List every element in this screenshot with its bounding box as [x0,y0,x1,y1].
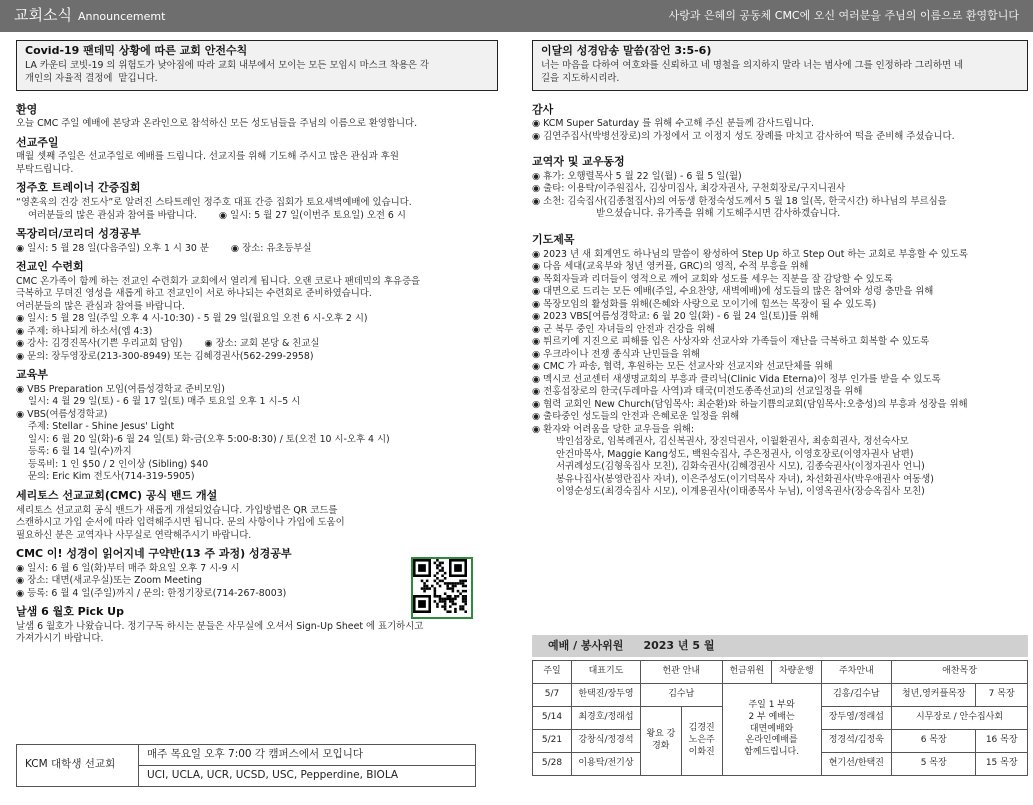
text-line: 세리토스 선교교회 공식 밴드가 새롭게 개설되었습니다. 가입방법은 QR 코드를 [16,504,338,516]
service-table [532,660,1028,776]
cell-prayer: 한택진/장두영 [572,684,641,707]
text-line: ◉ 목회자들과 리더들이 영적으로 깨어 교회와 성도를 세우는 직분을 잘 감당할 수 있도록 [532,273,893,285]
section-title-edu: 교육부 [16,368,48,382]
cell-meal: 5 목장 [892,753,976,776]
header-title: 교회소식 Announcememt [14,6,166,25]
service-month: 2023 년 5 월 [643,639,715,652]
text-line: 등록비: 1 인 $50 / 2 인이상 (Sibling) $40 [28,458,209,470]
text-line: 매월 셋째 주일은 선교주일로 예배를 드립니다. 선교지를 위해 기도해 주시고 많은 관심과 후원 [16,151,399,163]
section-title-thanks: 감사 [532,102,554,116]
covid-notice [16,40,498,91]
kcm-table [16,744,476,787]
th: 주차안내 [821,661,892,684]
text-line: ◉ 튀르키예 지진으로 피해를 입은 사상자와 선교사와 가족들이 재난을 극복하고 회복할 수 있도록 [532,336,930,347]
text-line: 오늘 CMC 주일 예배에 본당과 온라인으로 참석하신 모든 성도님들을 주님의 이름으로 환영합니다. [16,118,418,130]
merged-line: 함께드립니다. [744,747,800,758]
text-line: 등록: 6 월 14 일(수)까지 [28,446,132,458]
cell-usher: 김수남 [640,684,722,707]
text-line: 문의: Eric Kim 전도사(714-319-5905) [28,471,195,483]
merged-line: 대면예배와 [749,723,794,734]
section-title-mission_sunday: 선교주일 [16,135,59,149]
text-line: ◉ 휴가: 오행렬목사 5 월 22 일(월) - 6 월 5 일(월) [532,170,742,182]
cell-date: 5/7 [533,684,572,707]
service-title: 예배 / 봉사위원 [548,639,624,652]
th: 헌관 안내 [640,661,722,684]
text-line: ◉ VBS(여름성경학교) [16,408,108,420]
text-line: ◉ 일시: 6 월 6 일(화)부터 매주 화요일 오후 7 시-9 시 [16,562,240,574]
text-line: 이영순성도(최경숙집사 시모), 이계용권사(이태종목사 누님), 이영옥권사(장승옥집사 모친) [556,486,925,497]
text-line: ◉ 우크라이나 전쟁 종식과 난민들을 위해 [532,348,700,360]
th: 대표기도 [572,661,641,684]
cell-parking: 장두영/정래섭 [821,707,892,730]
text-line: 날샘 6 월호가 나왔습니다. 정기구독 하시는 분들은 사무실에 오셔서 Sign-Up Sheet 에 표기하시고 [16,620,424,632]
cell-date: 5/21 [533,730,572,753]
merged-line: 온라인예배를 [745,735,798,746]
text-line: ◉ 대면으로 드리는 모든 예배(주일, 수요찬양, 새벽예배)에 성도들의 많은 참여와 성령 충만을 위해 [532,286,934,297]
text-line: ◉ 주제: 하나되게 하소서(엡 4:3) [16,325,153,337]
left-column [16,40,498,781]
section-title-retreat: 전교인 수련회 [16,260,84,274]
covid-title: Covid-19 팬데믹 상황에 따른 교회 안전수칙 [25,44,248,57]
text-line: 여러분들의 많은 관심과 참여를 바랍니다. [28,209,197,221]
text-line: ◉ 다음 세대(교육부와 청년 영커플, GRC)의 영적, 수적 부흥을 위해 [532,261,809,272]
text-line: 안건마목사, Maggie Kang성도, 백원숙집사, 주은정권사, 이영호장로(이영자권사 남편) [556,448,914,460]
text-line: 개인의 자율적 결정에 맡깁니다. [25,73,158,85]
text-line: 일시: 4 월 29 일(토) - 6 월 17 일(토) 매주 토요일 오후 1 시–5 시 [28,396,301,408]
leaders-place: ◉ 장소: 유초등부실 [230,242,312,254]
text-line: ◉ KCM Super Saturday 를 위해 수고해 주신 분들께 감사드립니다. [532,118,814,130]
section-title-prayer: 기도제목 [532,232,575,246]
cell-meal: 청년,영커플목장 [892,684,976,707]
cell-parking: 현기선/한택진 [821,753,892,776]
text-line: 박인섭장로, 임복례권사, 김신복권사, 장진덕권사, 이월환권사, 최송희권사, 정선숙사모 [556,436,909,447]
service-title-bar [532,635,1028,657]
text-line: ◉ 멕시코 선교센터 새생명교회의 부흥과 클리닉(Clinic Vida Eterna)이 정부 인가를 받을 수 있도록 [532,373,941,385]
merged-line: 2 부 예배는 [748,711,795,722]
text-line: 일시: 6 월 20 일(화)-6 월 24 일(토) 화-금(오후 5:00-8:30) / 토(오전 10 시-오후 4 시) [28,433,390,445]
header-welcome: 사랑과 은혜의 공동체 CMC에 오신 여러분을 주님의 이름으로 환영합니다 [668,8,1019,22]
th: 헌금위원 [722,661,771,684]
text-line: ◉ 전홍섭장로의 한국(두레마을 사역)과 태국(미전도종족선교)의 선교일정을 위해 [532,386,863,397]
cell-date: 5/14 [533,707,572,730]
text-line: 극복하고 무뎌진 영성을 새롭게 하고 전교인이 서로 하나되는 수련회로 준비하였습니다. [16,288,372,300]
text-line: ◉ 출타중인 성도들의 안전과 은혜로운 일정을 위해 [532,411,740,422]
cell-date: 5/28 [533,753,572,776]
section-title-leaders: 목장리더/코리더 성경공부 [16,227,141,240]
cell-meal: 6 목장 [892,730,976,753]
text-line: CMC 온가족이 함께 하는 전교인 수련회가 교회에서 열리게 됩니다. 오랜 코로나 팬데믹의 후유증을 [16,275,421,287]
header-bar [0,0,1033,32]
text-line: ◉ VBS Preparation 모임(여름성경학교 준비모임) [16,383,225,395]
qr-code-icon[interactable] [411,557,473,619]
text-line: ◉ 환자와 어려움을 당한 교우들을 위해: [532,423,695,435]
cell-merged [722,684,821,776]
cell-prayer: 이용탁/전기상 [572,753,641,776]
cell-parking: 김흥/김수남 [821,684,892,707]
section-title-pickup: 날샘 6 월호 Pick Up [16,605,124,619]
retreat-speaker: ◉ 강사: 김경진목사(기쁜 우리교회 담임) [16,338,183,350]
text-line: “영혼육의 건강 전도사”로 알려진 스타트레인 정주호 대표 간증 집회가 토요새벽예배에 있습니다. [16,197,412,208]
cell-prayer: 강창식/정경석 [572,730,641,753]
text-line: ◉ 장소: 대면(새교우실)또는 Zoom Meeting [16,575,202,587]
text-line: 가져가시기 바랍니다. [16,633,104,645]
kcm-label: KCM 대학생 선교회 [17,745,139,787]
section-title-welcome: 환영 [16,102,38,116]
section-title-bible: CMC 이! 성경이 읽어지네 구약반(13 주 과정) 성경공부 [16,547,292,560]
text-line: 필요하신 분은 교역자나 사무실로 연락해주시기 바랍니다. [16,529,252,541]
text-line: 부탁드립니다. [16,163,74,175]
cell-prayer: 최경호/정래섭 [572,707,641,730]
cell-meal: 시무장로 / 안수집사회 [892,707,1028,730]
table-row [533,684,1028,707]
section-title-staff: 교역자 및 교우동정 [532,155,625,169]
text-line: ◉ 목장모임의 활성화를 위해(은혜와 사랑으로 모이기에 힘쓰는 목장이 될 수 있도록) [532,298,877,310]
text-line: ◉ CMC 가 파송, 협력, 후원하는 모든 선교사와 선교지와 선교단체를 위해 [532,361,833,372]
verse-notice [532,40,1028,91]
trainer-date: ◉ 일시: 5 월 27 일(이번주 토요일) 오전 6 시 [218,209,406,221]
text-line: 스캔하시고 가입 순서에 따라 입력해주시면 됩니다. 문의 사항이나 가입에 도움이 [16,517,345,528]
kcm-line1: 매주 목요일 오후 7:00 각 캠퍼스에서 모입니다 [139,745,476,766]
text-line: ◉ 출타: 이용탁/이주원집사, 김상미집사, 최강자권사, 구천회장로/구지니권사 [532,183,846,195]
section-title-band: 세리토스 선교교회(CMC) 공식 밴드 개설 [16,488,218,502]
text-line: ◉ 김연주집사(박병선장로)의 가정에서 고 이정지 성도 장례를 마치고 감사하여 떡을 준비해 주셨습니다. [532,130,955,142]
text-line: ◉ 일시: 5 월 28 일(주일 오후 4 시-10:30) - 5 월 29 일(월요일 오전 6 시-오후 2 시) [16,313,368,325]
retreat-contact: ◉ 문의: 장두영장로(213-300-8949) 또는 김혜경권사(562-299-2958) [16,350,314,362]
text-line: LA 카운티 코빗-19 의 위험도가 낮아짐에 따라 교회 내부에서 모이는 모든 모임시 마스크 착용은 각 [25,59,429,71]
retreat-place: ◉ 장소: 교회 본당 & 친교실 [204,338,320,350]
cell-meal: 16 목장 [976,730,1028,753]
verse-title: 이달의 성경암송 말씀(잠언 3:5-6) [541,44,712,57]
cell-meal: 15 목장 [976,753,1028,776]
text-line: ◉ 군 복무 중인 자녀들의 안전과 건강을 위해 [532,323,715,335]
th: 주일 [533,661,572,684]
cell-usher: 왕요 강경화 [640,707,681,776]
text-line: 주제: Stellar - Shine Jesus' Light [28,421,175,433]
text-line: ◉ 2023 년 새 회계연도 하나님의 말씀이 왕성하여 Step Up 하고 Step Out 하는 교회로 부흥할 수 있도록 [532,248,968,260]
kcm-line2: UCI, UCLA, UCR, UCSD, USC, Pepperdine, BIOLA [139,765,476,786]
text-line: 너는 마음을 다하여 여호와를 신뢰하고 네 명철을 의지하지 말라 너는 범사에 그를 인정하라 그리하면 네 [541,59,964,71]
text-line: ◉ 등록: 6 월 4 일(주일)까지 / 문의: 한정기장로(714-267-8003) [16,587,287,599]
cell-meal: 7 목장 [976,684,1028,707]
th: 애찬목장 [892,661,1028,684]
header-subtitle: Announcememt [77,10,166,24]
text-line: 서귀례성도(김형욱집사 모친), 김화숙권사(김혜경권사 시모), 김종숙권사(이정자권사 언니) [556,461,925,472]
text-line: ◉ 소천: 김숙집사(김종철집사)의 여동생 한정숙성도께서 5 월 18 일(목, 한국시간) 하나님의 부르심을 [532,195,947,207]
section-title-trainer: 정주호 트레이너 간증집회 [16,181,141,195]
cell-parking: 정경석/김정욱 [821,730,892,753]
text-line: ◉ 협력 교회인 New Church(담임목사: 최순환)와 하늘기쁨의교회(담임목사:오충성)의 부흥과 성장을 위해 [532,398,968,410]
right-column [532,40,1028,769]
th: 차량운행 [772,661,821,684]
leaders-date: ◉ 일시: 5 월 28 일(다음주일) 오후 1 시 30 분 [16,242,209,254]
merged-line: 주일 1 부와 [748,699,795,710]
text-line: 길을 지도하시리라. [541,73,620,85]
text-line: 여러분들의 많은 관심과 참여를 바랍니다. [16,300,185,312]
text-line: 봉유나집사(봉영란집사 자녀), 이은주성도(이기덕목사 자녀), 차선화권사(박우애권사 여동생) [556,473,934,485]
text-line: 받으셨습니다. 유가족을 위해 기도해주시면 감사하겠습니다. [596,208,841,220]
cell-usher: 김경진 노은주 이화진 [681,707,722,776]
text-line: ◉ 2023 VBS[여름성경학교: 6 월 20 일(화) - 6 월 24 일(토)]를 위해 [532,311,819,322]
